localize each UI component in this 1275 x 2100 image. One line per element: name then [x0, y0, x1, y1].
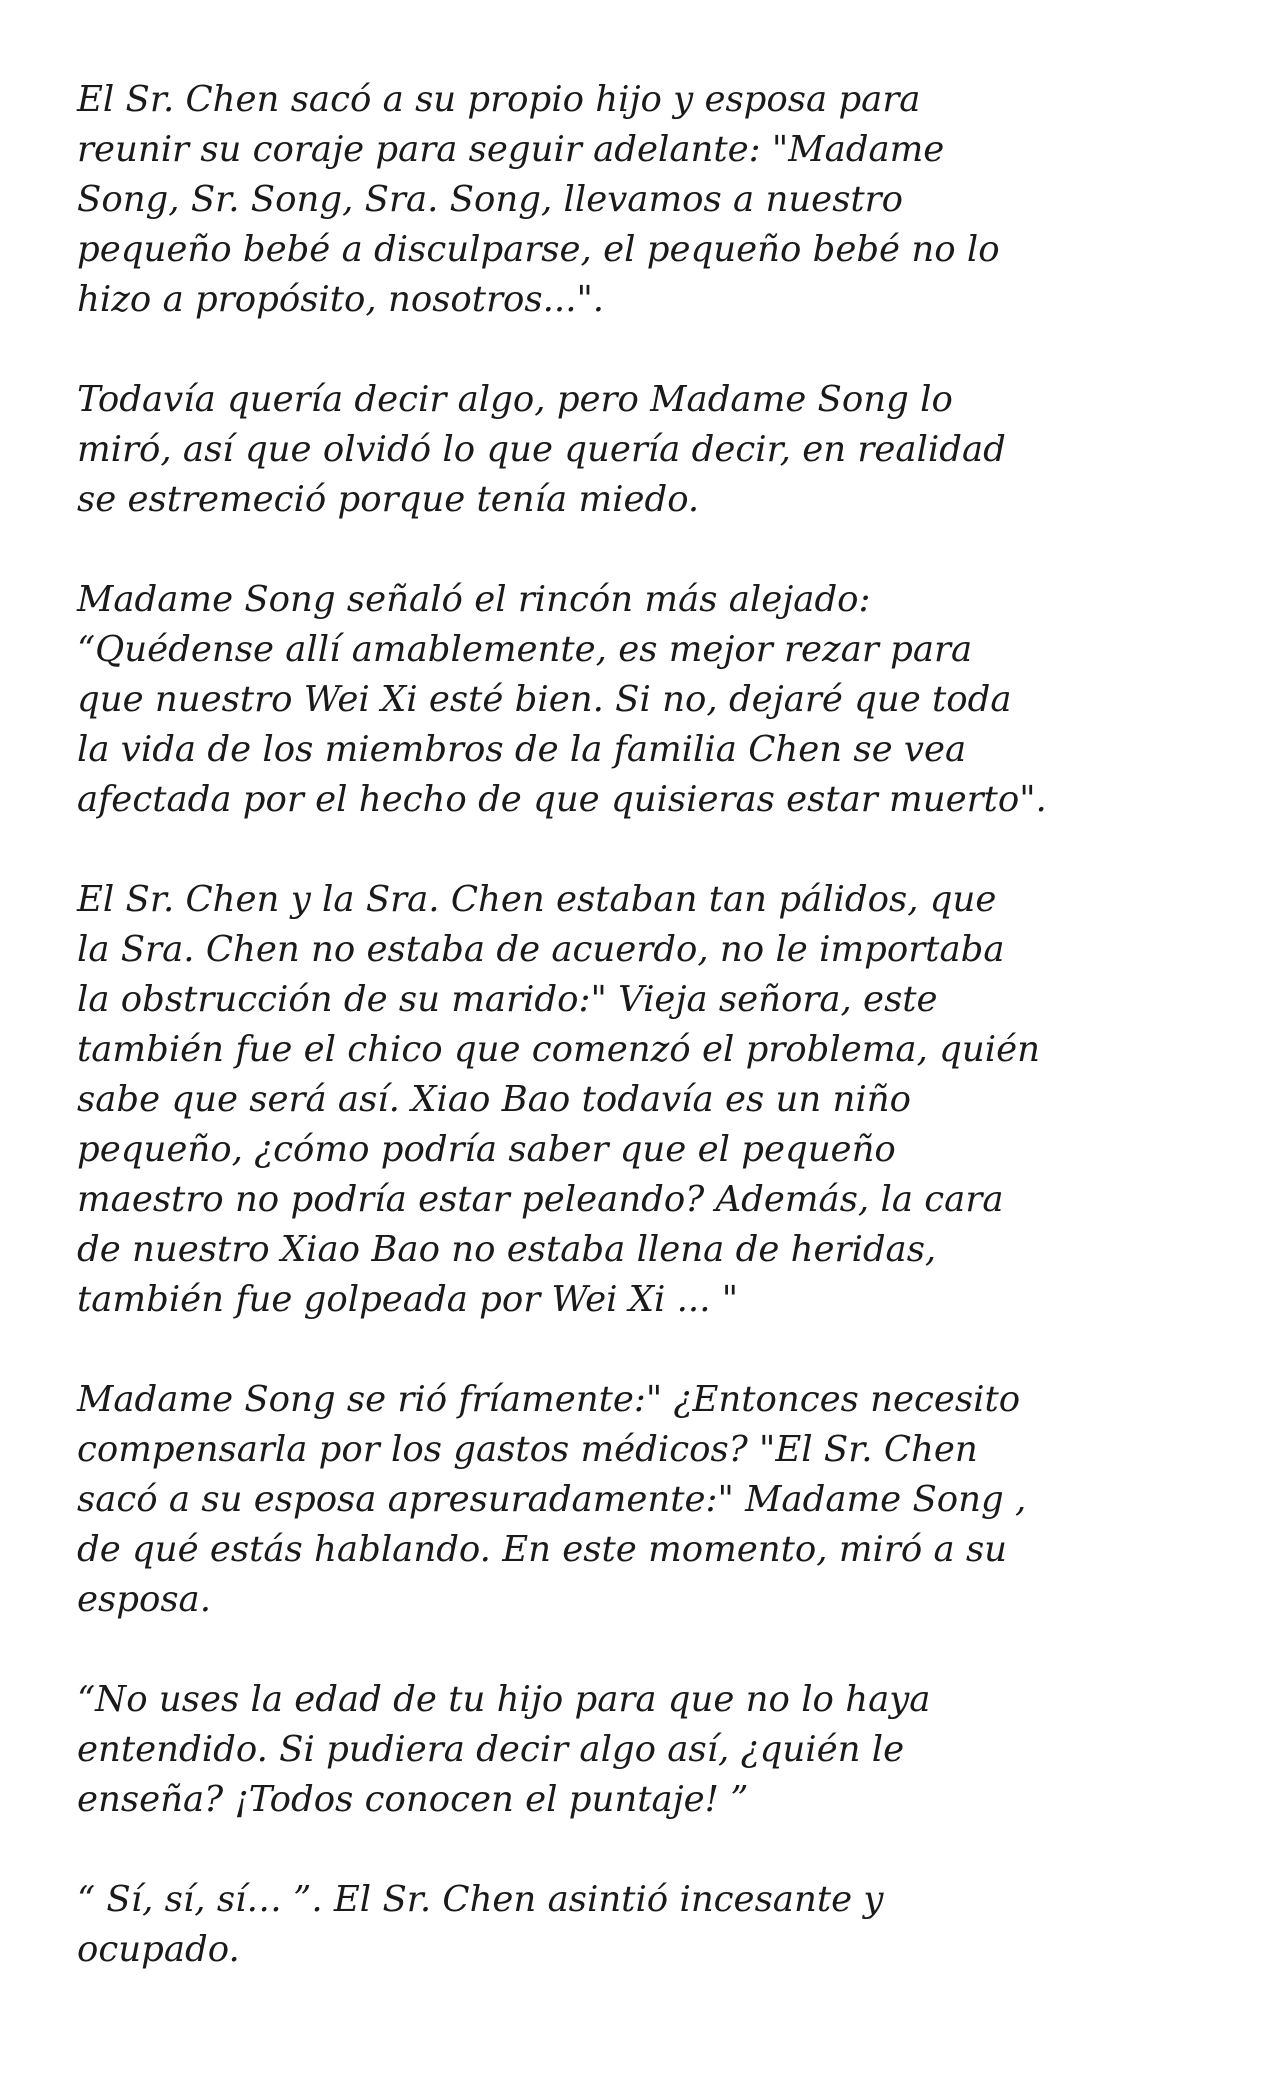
text-line: que nuestro Wei Xi esté bien. Si no, dejaré que toda	[77, 679, 1012, 720]
text-line: de qué estás hablando. En este momento, miró a su	[77, 1529, 1008, 1570]
text-line: compensarla por los gastos médicos? "El Sr. Chen	[77, 1429, 978, 1470]
text-line: de nuestro Xiao Bao no estaba llena de heridas,	[77, 1229, 937, 1270]
text-line: también fue el chico que comenzó el problema, quién	[77, 1029, 1040, 1070]
text-line: enseña? ¡Todos conocen el puntaje! ”	[77, 1779, 749, 1820]
paragraph-4	[77, 875, 1227, 1325]
text-line: reunir su coraje para seguir adelante: "Madame	[77, 129, 945, 170]
text-line: maestro no podría estar peleando? Además, la cara	[77, 1179, 1004, 1220]
text-line: Todavía quería decir algo, pero Madame Song lo	[77, 379, 953, 420]
text-line: Madame Song se rió fríamente:" ¿Entonces necesito	[77, 1379, 1021, 1420]
text-line: “ Sí, sí, sí… ”. El Sr. Chen asintió incesante y	[77, 1879, 884, 1920]
paragraph-6	[77, 1675, 1227, 1825]
paragraph-1	[77, 75, 1227, 325]
paragraph-3	[77, 575, 1227, 825]
text-line: la vida de los miembros de la familia Chen se vea	[77, 729, 967, 770]
text-line: se estremeció porque tenía miedo.	[77, 479, 700, 520]
text-line: El Sr. Chen y la Sra. Chen estaban tan pálidos, que	[77, 879, 997, 920]
text-line: también fue golpeada por Wei Xi ... "	[77, 1279, 739, 1320]
text-line: afectada por el hecho de que quisieras estar muerto".	[77, 779, 1047, 820]
text-line: sabe que será así. Xiao Bao todavía es un niño	[77, 1079, 911, 1120]
text-line: entendido. Si pudiera decir algo así, ¿quién le	[77, 1729, 905, 1770]
text-line: la obstrucción de su marido:" Vieja señora, este	[77, 979, 938, 1020]
text-line: pequeño bebé a disculparse, el pequeño bebé no lo	[77, 229, 1000, 270]
document-body	[77, 75, 1227, 2025]
text-line: hizo a propósito, nosotros...".	[77, 279, 605, 320]
text-line: Song, Sr. Song, Sra. Song, llevamos a nuestro	[77, 179, 904, 220]
text-line: El Sr. Chen sacó a su propio hijo y esposa para	[77, 79, 921, 120]
text-line: miró, así que olvidó lo que quería decir, en realidad	[77, 429, 1006, 470]
text-line: ocupado.	[77, 1929, 240, 1970]
text-line: sacó a su esposa apresuradamente:" Madame Song ,	[77, 1479, 1027, 1520]
text-line: Madame Song señaló el rincón más alejado:	[77, 579, 871, 620]
text-line: “Quédense allí amablemente, es mejor rezar para	[77, 629, 973, 670]
text-line: la Sra. Chen no estaba de acuerdo, no le importaba	[77, 929, 1005, 970]
text-line: pequeño, ¿cómo podría saber que el pequeño	[77, 1129, 896, 1170]
paragraph-7	[77, 1875, 1227, 1975]
paragraph-5	[77, 1375, 1227, 1625]
text-line: “No uses la edad de tu hijo para que no lo haya	[77, 1679, 931, 1720]
text-line: esposa.	[77, 1579, 211, 1620]
paragraph-2	[77, 375, 1227, 525]
